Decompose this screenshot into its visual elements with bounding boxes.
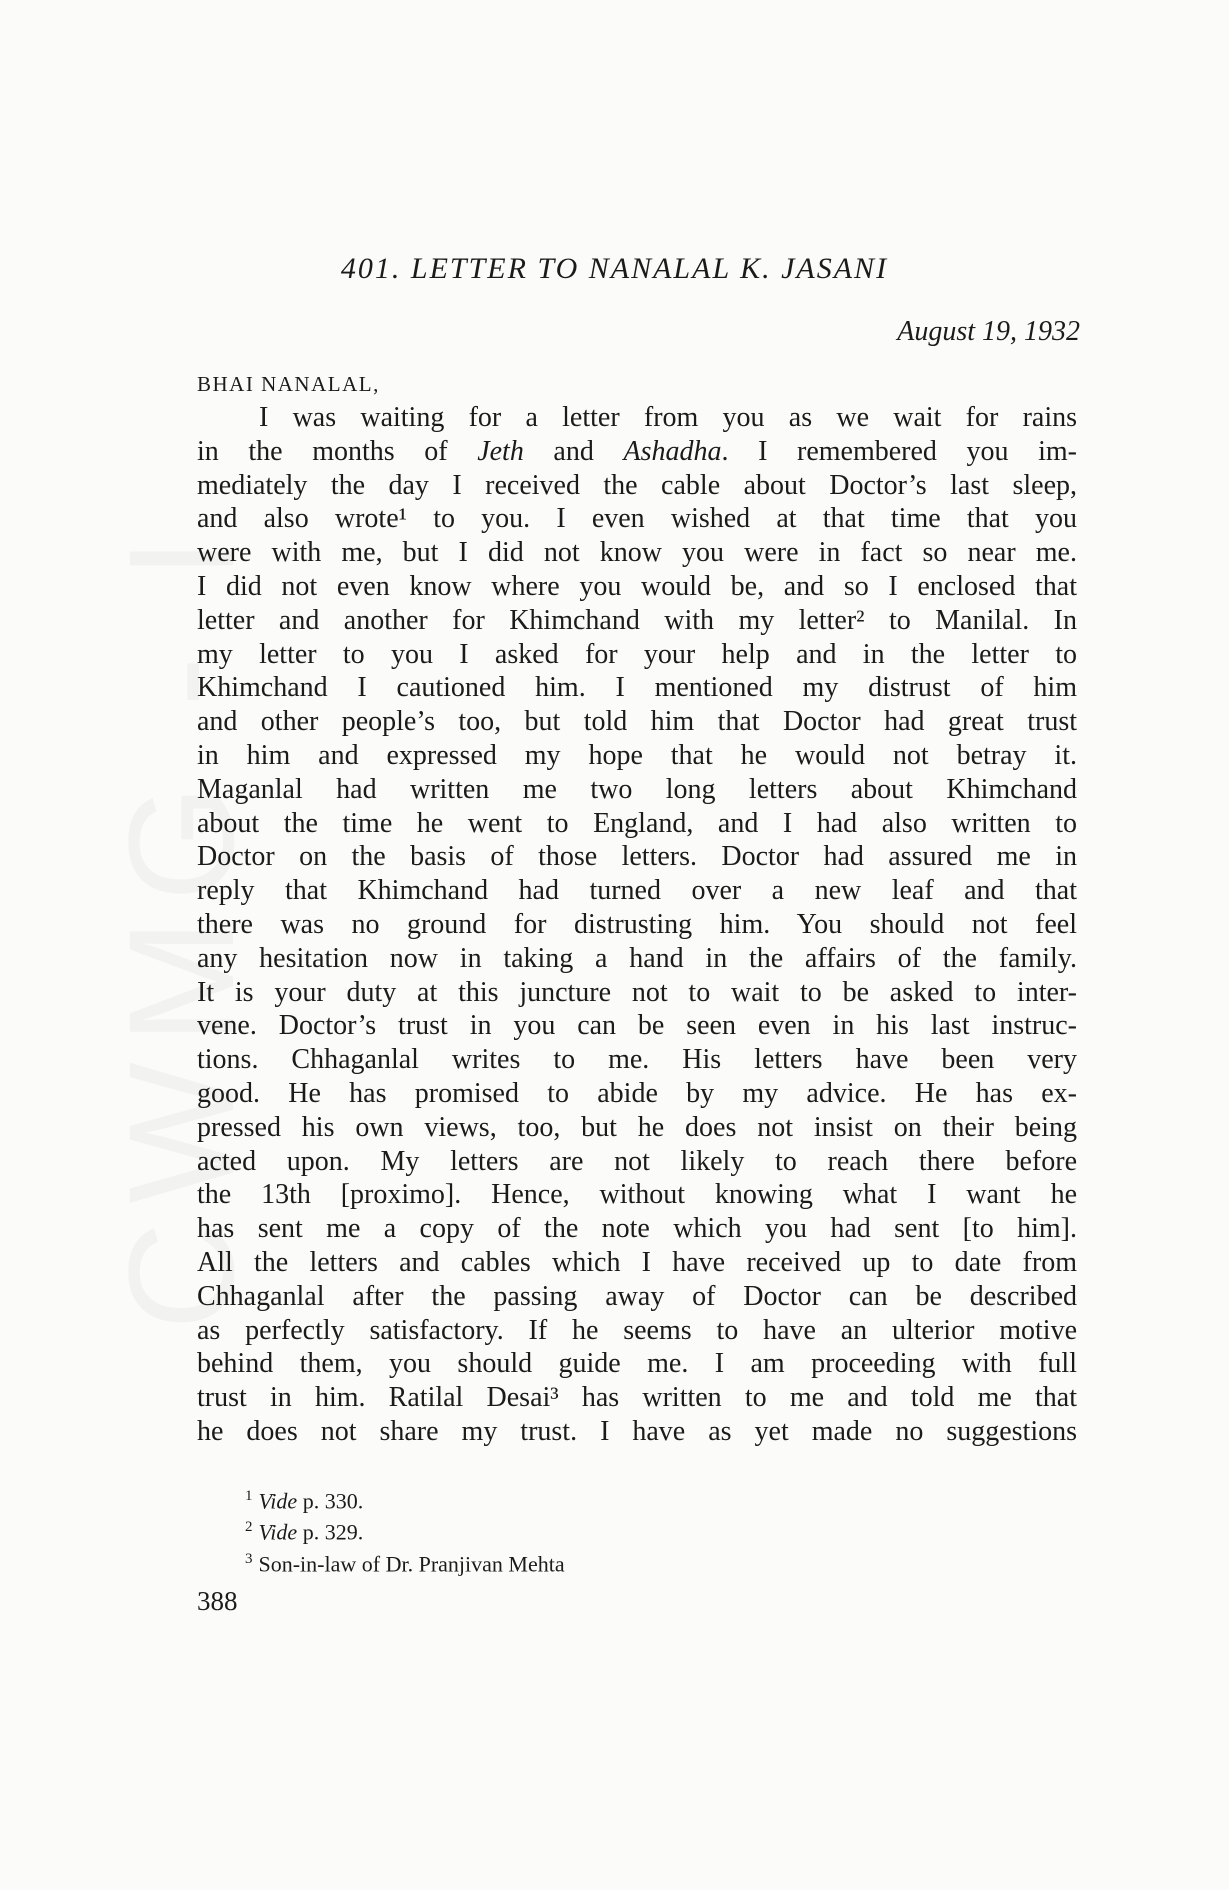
body-line: any hesitation now in taking a hand in the affairs of the family.	[197, 942, 1077, 974]
letter-body	[197, 401, 1077, 1449]
body-line: as perfectly satisfactory. If he seems to have an ulterior motive	[197, 1314, 1077, 1346]
letter-heading: 401. LETTER TO NANALAL K. JASANI	[340, 252, 889, 285]
footnote-text: Son-in-law of Dr. Pranjivan Mehta	[258, 1550, 565, 1576]
body-line: tions. Chhaganlal writes to me. His letters have been very	[197, 1044, 1077, 1076]
footnote	[245, 1514, 565, 1545]
body-line: good. He has promised to abide by my advice. He has ex-	[197, 1077, 1077, 1109]
body-line: behind them, you should guide me. I am proceeding with full	[197, 1348, 1077, 1380]
footnote-mark: 3	[245, 1550, 253, 1567]
body-line: acted upon. My letters are not likely to reach there before	[197, 1145, 1077, 1177]
body-line: and also wrote¹ to you. I even wished at that time that you	[197, 503, 1077, 535]
page-number: 388	[197, 1586, 238, 1616]
body-line: I was waiting for a letter from you as we wait for rains	[259, 402, 1077, 433]
footnote-mark: 2	[245, 1519, 253, 1536]
body-line: letter and another for Khimchand with my letter² to Manilal. In	[197, 604, 1077, 636]
body-line: I did not even know where you would be, and so I enclosed that	[197, 570, 1077, 602]
body-line: and other people’s too, but told him that Doctor had great trust	[197, 706, 1077, 738]
body-line: reply that Khimchand had turned over a new leaf and that	[197, 875, 1077, 907]
footnote	[245, 1546, 565, 1577]
body-line: about the time he went to England, and I had also written to	[197, 807, 1077, 839]
letter-date: August 19, 1932	[897, 316, 1080, 347]
footnote-mark: 1	[245, 1488, 253, 1504]
salutation: BHAI NANALAL,	[197, 372, 380, 396]
body-line: trust in him. Ratilal Desai³ has written to me and told me that	[197, 1382, 1077, 1414]
body-line: in the months of Jeth and Ashadha. I remembered you im-	[197, 435, 1078, 467]
body-line: were with me, but I did not know you were in fact so near me.	[197, 537, 1077, 569]
footnote	[245, 1483, 565, 1514]
body-line: mediately the day I received the cable about Doctor’s last sleep,	[197, 469, 1077, 501]
body-line: pressed his own views, too, but he does not insist on their being	[197, 1111, 1077, 1143]
body-line: has sent me a copy of the note which you had sent [to him].	[197, 1213, 1077, 1245]
body-line: Doctor on the basis of those letters. Doctor had assured me in	[197, 841, 1077, 873]
body-line: Maganlal had written me two long letters about Khimchand	[197, 773, 1077, 805]
body-line: in him and expressed my hope that he would not betray it.	[197, 739, 1077, 771]
body-line: vene. Doctor’s trust in you can be seen even in his last instruc-	[197, 1010, 1077, 1042]
body-line: It is your duty at this juncture not to wait to be asked to inter-	[197, 976, 1077, 1008]
footnote-text: Vide p. 329.	[258, 1519, 364, 1545]
body-line: Chhaganlal after the passing away of Doctor can be described	[197, 1280, 1077, 1312]
footnotes	[245, 1483, 565, 1577]
body-line: he does not share my trust. I have as yet made no suggestions	[197, 1415, 1077, 1447]
body-line: the 13th [proximo]. Hence, without knowing what I want he	[197, 1179, 1077, 1211]
body-line: my letter to you I asked for your help and in the letter to	[197, 638, 1077, 670]
body-line: All the letters and cables which I have received up to date from	[197, 1246, 1077, 1278]
body-line: there was no ground for distrusting him. You should not feel	[197, 908, 1077, 940]
body-line: Khimchand I cautioned him. I mentioned my distrust of him	[197, 672, 1077, 704]
footnote-text: Vide p. 330.	[258, 1488, 364, 1514]
